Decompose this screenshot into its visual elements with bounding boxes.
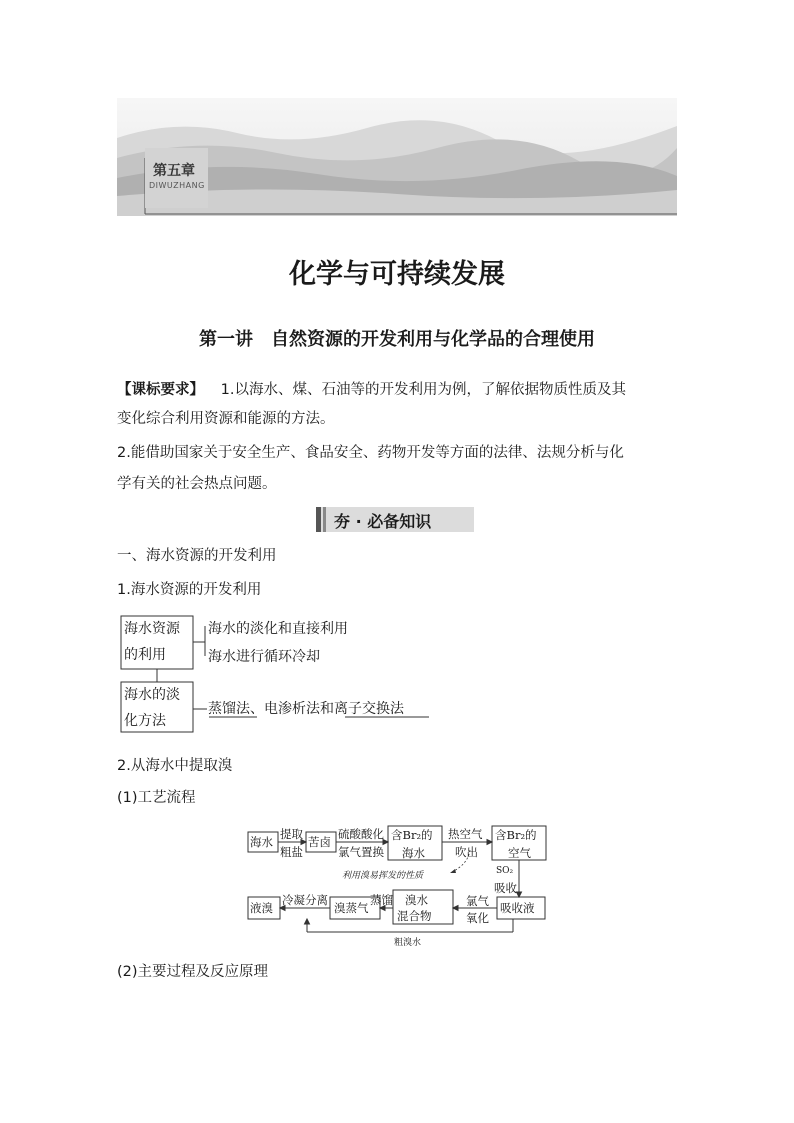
requirements-line-3: 2.能借助国家关于安全生产、食品安全、药物开发等方面的法律、法规分析与化 [117,445,624,461]
flow-acidify: 硫酸酸化 [338,827,384,841]
flow-condense: 冷凝分离 [282,893,328,907]
method-ion-exchange: 离子交换法 [334,701,404,717]
flow-note: 利用溴易挥发的性质 [342,871,424,881]
method-distillation: 蒸馏法 [208,701,250,717]
box-desalination-line1: 海水的淡 [124,687,180,703]
flow-extract-salt-2: 粗盐 [280,845,303,859]
subheading-2b: (2)主要过程及反应原理 [117,964,269,980]
section-bar-accent [316,507,321,532]
flow-bittern: 苦卤 [308,835,331,849]
desalination-methods [208,696,404,722]
flow-seawater: 海水 [250,835,273,849]
section-bar-accent-2 [323,507,326,532]
subheading-2: 2.从海水中提取溴 [117,758,233,774]
box-seawater-usage-line1: 海水资源 [124,621,180,637]
flow-so2-absorb: 吸收 [494,881,517,895]
flow-so2: SO₂ [496,866,514,876]
requirements-line-1 [117,380,626,400]
subheading-2a: (1)工艺流程 [117,790,196,806]
method-separator: 、电渗析法和 [250,701,334,717]
requirements-text-1: 1.以海水、煤、石油等的开发利用为例，了解依据物质性质及其 [220,382,626,398]
flow-crude-bromine-water: 粗溴水 [394,938,422,948]
flow-extract-salt-1: 提取 [280,827,303,841]
flow-bromine-water-2: 混合物 [397,909,432,923]
box-desalination-line2: 化方法 [124,713,166,729]
flow-blow-out: 吹出 [455,845,478,859]
branch-cooling: 海水进行循环冷却 [208,649,320,665]
part-heading: 一、海水资源的开发利用 [117,548,277,564]
flow-liquid-bromine: 液溴 [250,901,273,915]
flow-hot-air: 热空气 [448,827,483,841]
flow-bromine-vapor: 溴蒸气 [334,901,369,915]
requirements-label: 【课标要求】 [117,382,204,398]
flow-br-air-2: 空气 [508,846,531,860]
flow-chlorine-replace: 氯气置换 [338,845,384,859]
box-seawater-usage-line2: 的利用 [124,647,166,663]
flow-absorb-liquid: 吸收液 [500,901,535,915]
flow-oxidize: 氧化 [466,911,489,925]
requirements-line-4: 学有关的社会热点问题。 [117,476,277,492]
flow-br-seawater-1: 含Br₂的 [391,828,433,842]
flow-br-seawater-2: 海水 [402,846,425,860]
requirements-line-2: 变化综合利用资源和能源的方法。 [117,411,335,427]
flow-bromine-water-1: 溴水 [405,893,428,907]
branch-desalination: 海水的淡化和直接利用 [208,621,348,637]
lecture-title: 第一讲 自然资源的开发利用与化学品的合理使用 [199,329,595,350]
chapter-label: 第五章 [153,163,195,179]
section-title: 夯 · 必备知识 [334,512,432,531]
flow-chlorine: 氯气 [466,894,489,908]
flow-br-air-1: 含Br₂的 [495,828,537,842]
page-title: 化学与可持续发展 [289,259,505,290]
subheading-1: 1.海水资源的开发利用 [117,582,262,598]
flow-distill: 蒸馏 [370,893,393,907]
chapter-pinyin: DIWUZHANG [149,181,205,190]
